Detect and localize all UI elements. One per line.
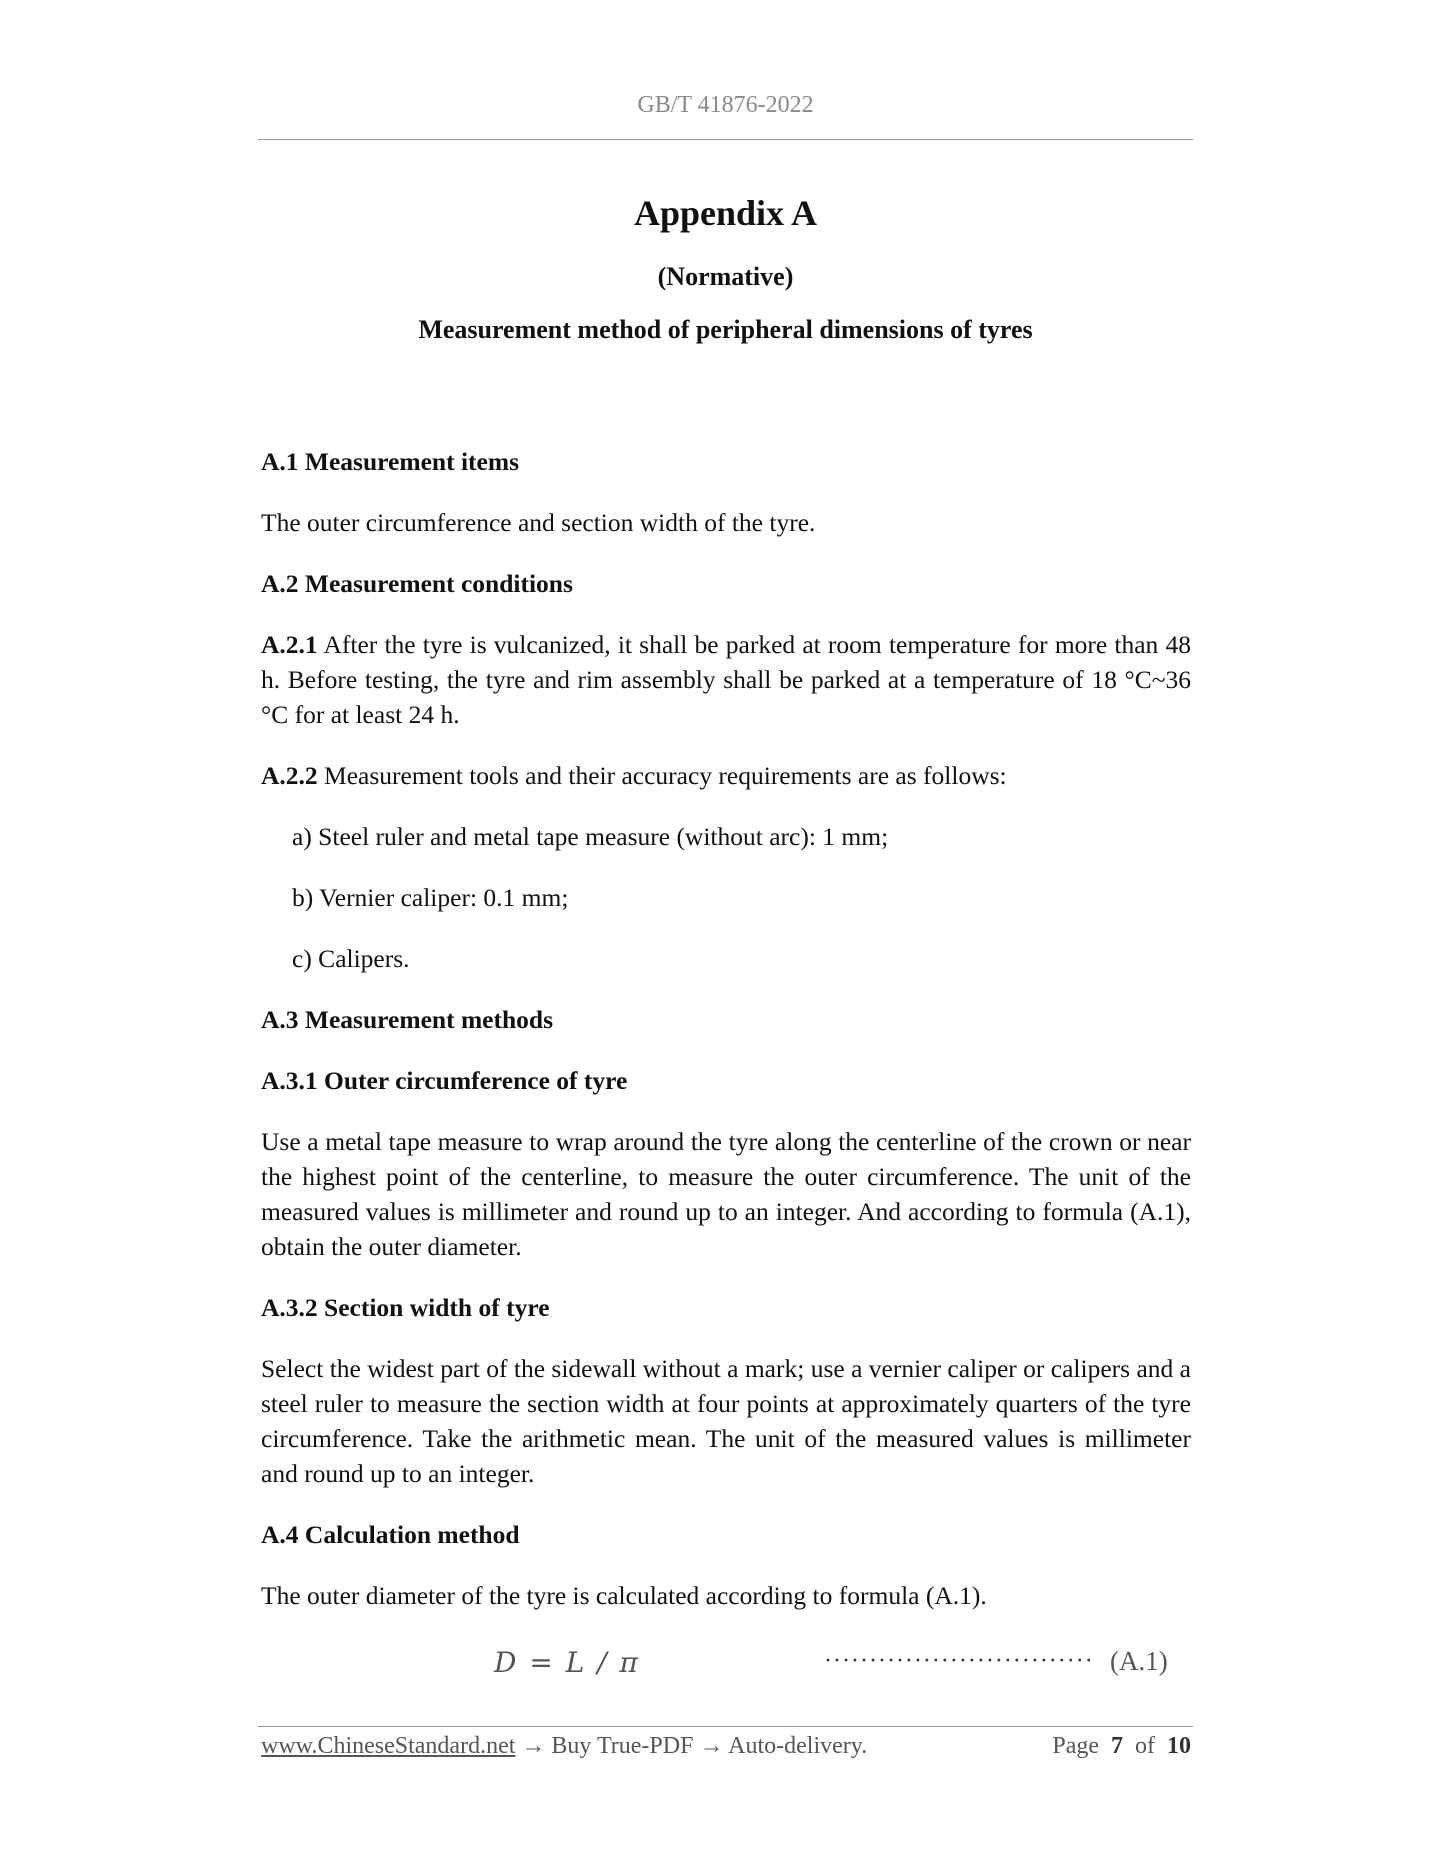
website-link[interactable]: www.ChineseStandard.net [261, 1733, 516, 1759]
running-header: GB/T 41876-2022 [637, 92, 814, 118]
section-a1-heading: A.1 Measurement items [261, 447, 520, 476]
page-footer [261, 1733, 1191, 1760]
appendix-subject: Measurement method of peripheral dimensions of tyres [418, 315, 1033, 344]
section-a1-text: The outer circumference and section width of the tyre. [261, 508, 816, 537]
section-a4-heading: A.4 Calculation method [261, 1520, 520, 1549]
footer-rule [258, 1726, 1193, 1727]
section-a4-text: The outer diameter of the tyre is calculated according to formula (A.1). [261, 1581, 987, 1610]
clause-a21 [261, 627, 1191, 732]
list-item: c) Calipers. [292, 944, 410, 973]
section-a3-heading: A.3 Measurement methods [261, 1005, 554, 1034]
formula-a1 [0, 1646, 1445, 1686]
arrow-icon: → [693, 1733, 729, 1759]
buy-text: Buy True-PDF [551, 1733, 694, 1759]
section-a32-heading: A.3.2 Section width of tyre [261, 1293, 550, 1322]
page-of: of [1135, 1733, 1155, 1759]
appendix-title: Appendix A [633, 193, 818, 233]
body-content [261, 444, 1191, 1613]
clause-a22-number: A.2.2 [261, 761, 318, 790]
section-a31-text: Use a metal tape measure to wrap around the tyre along the centerline of the crown or near the highest point of the centerline, to measure the outer circumference. The unit of the measured values is millimeter and round up to an integer. And according to formula (A.1), obtain the outer diameter. [261, 1127, 1191, 1261]
list-item: a) Steel ruler and metal tape measure (without arc): 1 mm; [292, 822, 889, 851]
list-item: b) Vernier caliper: 0.1 mm; [292, 883, 569, 912]
page-number [1052, 1733, 1191, 1760]
formula-expression: D = L / π [494, 1646, 640, 1679]
section-a31-heading: A.3.1 Outer circumference of tyre [261, 1066, 628, 1095]
page-current: 7 [1111, 1733, 1123, 1759]
clause-a21-text: After the tyre is vulcanized, it shall be parked at room temperature for more than 48 h. Before testing, the tyre and rim assembly shall be parked at a temperature of 18 °C~36 °C for at least 24 h. [261, 630, 1191, 729]
arrow-icon: → [515, 1733, 552, 1759]
clause-a22-text: Measurement tools and their accuracy requirements are as follows: [317, 761, 1007, 790]
clause-a21-number: A.2.1 [261, 630, 318, 659]
delivery-text: Auto-delivery. [728, 1733, 868, 1759]
formula-leader-dots: ······························ [824, 1648, 1094, 1674]
header-rule [258, 139, 1193, 140]
appendix-type: (Normative) [657, 262, 794, 291]
clause-a22 [261, 758, 1191, 793]
section-a2-heading: A.2 Measurement conditions [261, 569, 573, 598]
formula-reference: (A.1) [1110, 1646, 1168, 1676]
section-a32-text: Select the widest part of the sidewall without a mark; use a vernier caliper or calipers and a steel ruler to measure the section width at four points at approximately quarters of the tyre circumference. Take the arithmetic mean. The unit of the measured values is millimeter and round up to an integer. [261, 1354, 1191, 1488]
page-total: 10 [1167, 1733, 1191, 1759]
page-label: Page [1052, 1733, 1099, 1759]
